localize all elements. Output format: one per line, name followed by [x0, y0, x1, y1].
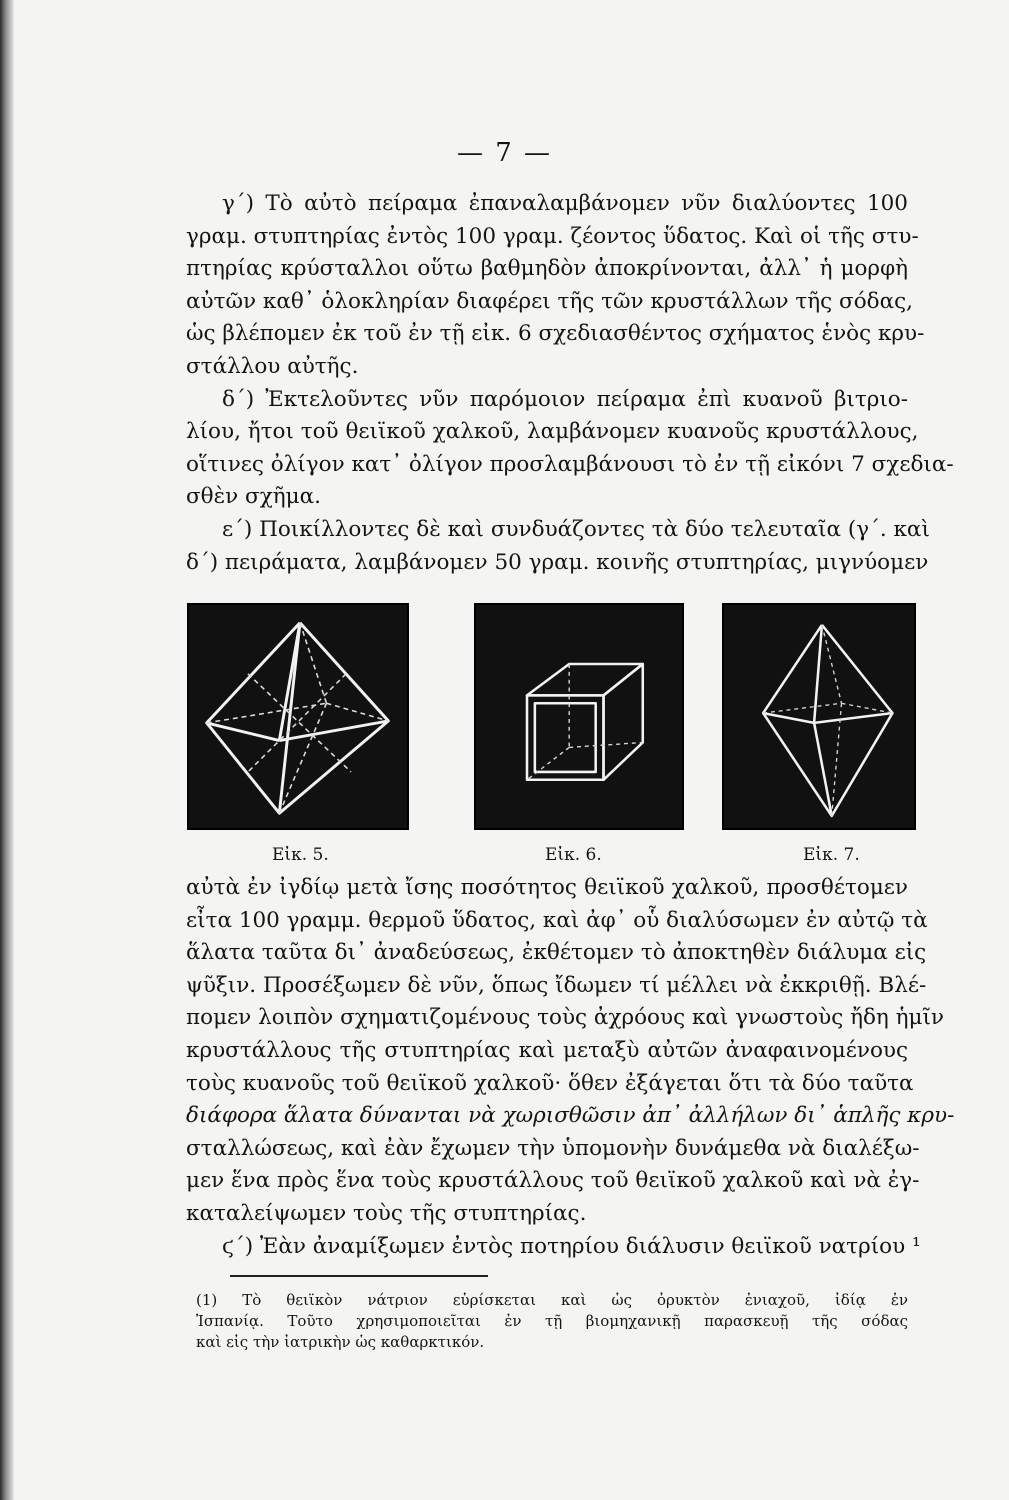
text-line: ὡς βλέπομεν ἐκ τοῦ ἐν τῇ εἰκ. 6 σχεδιασθέντος σχήματος ἑνὸς κρυ- — [186, 321, 925, 347]
figure-octahedron — [187, 603, 409, 830]
page-edge-shadow — [0, 0, 14, 1500]
text-line: σταλλώσεως, καὶ ἐὰν ἔχωμεν τὴν ὑπομονὴν δυνάμεθα νὰ διαλέξω- — [186, 1135, 920, 1161]
footnote-divider — [230, 1275, 488, 1277]
text-line: δ΄) Ἐκτελοῦντες νῦν παρόμοιον πείραμα ἐπὶ κυανοῦ βιτριο- — [222, 386, 908, 412]
text-line: καταλείψωμεν τοὺς τῆς στυπτηρίας. — [186, 1200, 587, 1226]
text-line: ϛ΄) Ἐὰν ἀναμίξωμεν ἐντὸς ποτηρίου διάλυσιν θειϊκοῦ νατρίου ¹ — [222, 1233, 921, 1259]
text-line: λίου, ἤτοι τοῦ θειϊκοῦ χαλκοῦ, λαμβάνομεν κυανοῦς κρυστάλλους, — [186, 419, 919, 445]
text-line: δ΄) πειράματα, λαμβάνομεν 50 γραμ. κοινῆς στυπτηρίας, μιγνύομεν — [186, 549, 929, 575]
figure-prism — [474, 603, 684, 830]
figure-caption-6: Εἰκ. 6. — [545, 845, 602, 865]
octahedron-crystal-icon — [189, 605, 407, 828]
text-line-italic: διάφορα ἅλατα δύνανται νὰ χωρισθῶσιν ἀπ᾽ ἀλλήλων δι᾽ ἁπλῆς κρυ- — [186, 1103, 955, 1129]
footnote — [196, 1290, 908, 1353]
text-line: αὐτῶν καθ᾽ ὁλοκληρίαν διαφέρει τῆς τῶν κρυστάλλων τῆς σόδας, — [186, 288, 914, 314]
text-line: σθὲν σχῆμα. — [186, 484, 321, 510]
page-number: — 7 — — [456, 138, 553, 168]
footnote-line: καὶ εἰς τὴν ἰατρικὴν ὡς καθαρκτικόν. — [196, 1333, 485, 1351]
text-line: εἶτα 100 γραμμ. θερμοῦ ὕδατος, καὶ ἀφ᾽ οὗ διαλύσωμεν ἐν αὐτῷ τὰ — [186, 907, 928, 933]
bipyramid-crystal-icon — [724, 605, 914, 828]
text-line: γ΄) Τὸ αὐτὸ πείραμα ἐπαναλαμβάνομεν νῦν διαλύοντες 100 — [222, 191, 908, 216]
footnote-line: (1) Τὸ θειϊκὸν νάτριον εὑρίσκεται καὶ ὡς ὀρυκτὸν ἐνιαχοῦ, ἰδίᾳ ἐν — [196, 1291, 908, 1309]
text-line: οἵτινες ὀλίγον κατ᾽ ὀλίγον προσλαμβάνουσι τὸ ἐν τῇ εἰκόνι 7 σχεδια- — [186, 451, 954, 477]
text-line: ἅλατα ταῦτα δι᾽ ἀναδεύσεως, ἐκθέτομεν τὸ ἀποκτηθὲν διάλυμα εἰς — [186, 940, 927, 966]
text-line: πτηρίας κρύσταλλοι οὕτω βαθμηδὸν ἀποκρίνονται, ἀλλ᾽ ἡ μορφὴ — [186, 256, 908, 282]
body-text-top — [186, 188, 954, 579]
figure-caption-7: Εἰκ. 7. — [803, 845, 860, 865]
body-text-bottom — [186, 872, 955, 1263]
text-line: μεν ἕνα πρὸς ἕνα τοὺς κρυστάλλους τοῦ θειϊκοῦ χαλκοῦ καὶ νὰ ἐγ- — [186, 1168, 920, 1194]
text-line: κρυστάλλους τῆς στυπτηρίας καὶ μεταξὺ αὐτῶν ἀναφαινομένους — [186, 1037, 908, 1063]
figure-caption-5: Εἰκ. 5. — [272, 845, 329, 865]
text-line: γραμ. στυπτηρίας ἐντὸς 100 γραμ. ζέοντος ὕδατος. Καὶ οἱ τῆς στυ- — [186, 223, 919, 249]
figure-bipyramid — [722, 603, 916, 830]
text-line: ε΄) Ποικίλλοντες δὲ καὶ συνδυάζοντες τὰ δύο τελευταῖα (γ΄. καὶ — [222, 516, 930, 542]
text-line: αὐτὰ ἐν ἰγδίῳ μετὰ ἴσης ποσότητος θειϊκοῦ χαλκοῦ, προσθέτομεν — [186, 875, 908, 900]
footnote-line: Ἰσπανίᾳ. Τοῦτο χρησιμοποιεῖται ἐν τῇ βιομηχανικῇ παρασκευῇ τῆς σόδας — [196, 1312, 908, 1330]
text-line: τοὺς κυανοῦς τοῦ θειϊκοῦ χαλκοῦ· ὅθεν ἐξάγεται ὅτι τὰ δύο ταῦτα — [186, 1070, 914, 1096]
text-line: στάλλου αὐτῆς. — [186, 353, 359, 379]
text-line: πομεν λοιπὸν σχηματιζομένους τοὺς ἀχρόους καὶ γνωστοὺς ἤδη ἡμῖν — [186, 1005, 944, 1031]
prism-crystal-icon — [476, 605, 682, 828]
text-line: ψῦξιν. Προσέξωμεν δὲ νῦν, ὅπως ἴδωμεν τί μέλλει νὰ ἐκκριθῇ. Βλέ- — [186, 972, 927, 998]
